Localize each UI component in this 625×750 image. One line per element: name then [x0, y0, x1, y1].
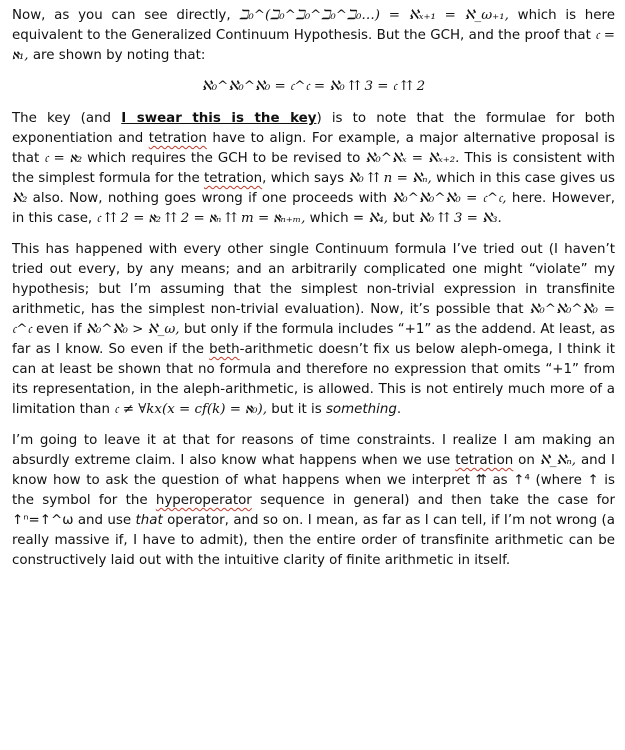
text: which =: [309, 211, 365, 226]
math-inline: 𝔠 = ℵ₁,: [12, 28, 615, 63]
spellcheck-word: tetration: [204, 171, 263, 186]
text: I’m going to leave it at that for reasons of time constraints. I realize I am making an absurdly extreme claim. I also know what happens when we use: [12, 433, 615, 468]
text: have to align. For example, a major alternative proposal is that: [12, 131, 615, 166]
math-inline: ℵ₀^ℵ₀^ℵ₀ = 𝔠^𝔠,: [392, 191, 507, 206]
text: here. However, in this case,: [12, 191, 615, 226]
math-inline: ℵ₀^ℵ₀ > ℵ_ω,: [85, 322, 180, 337]
math-inline: 𝔠 = ℵ₂: [44, 151, 83, 166]
text: but only if the formula includes “+1” as the addend. At least, as far as I know. So even if the: [12, 322, 615, 357]
text: but: [392, 211, 415, 226]
emphasis-underlined: I swear this is the key: [121, 111, 317, 126]
text: which in this case gives us: [436, 171, 615, 186]
text: even if: [35, 322, 82, 337]
paragraph-1: [12, 6, 615, 66]
text: also. Now, nothing goes wrong if one proceeds with: [32, 191, 388, 206]
display-equation: [12, 77, 615, 97]
text: Now, as you can see directly,: [12, 8, 231, 23]
math-inline: ℵ₀ ⇈ 3 = ℵ₃.: [418, 211, 502, 226]
text: which requires the GCH to be revised to: [87, 151, 361, 166]
math-inline: 𝔠 ⇈ 2 = ℵ₂ ⇈ 2 = ℵₙ ⇈ m = ℵₙ₊ₘ,: [96, 211, 306, 226]
emphasis-italic: that: [135, 513, 163, 528]
text: , which says: [262, 171, 345, 186]
math-inline: ℵ₄,: [368, 211, 388, 226]
text: This has happened with every other single Continuum formula I’ve tried out (I haven’t tried out every, by any means; and an arbitrarily complicated one might “violate” my hypothesis; but I’m assuming that the simplest non-trivial expression in transfinite arithmetic, has the simplest non-trivial evaluation). Now, it’s possible that: [12, 242, 615, 317]
math-inline: ℵ₀^ℵ₀^ℵ₀ = 𝔠^𝔠: [12, 302, 615, 337]
math-inline: 𝔠 ≠ ∀kx(x = cf(k) = ℵ₀),: [114, 402, 267, 417]
text: This is consistent with the simplest formula for the: [12, 151, 616, 186]
paragraph-4: [12, 431, 615, 571]
text: which is here equivalent to the Generalized Continuum Hypothesis. But the GCH, and the proof that: [12, 8, 615, 43]
text: and I know how to ask the question of what happens when we interpret ⇈ as ↑⁴ (where ↑ is the symbol for the: [12, 453, 615, 508]
paragraph-2: [12, 109, 615, 229]
text: -arithmetic doesn’t fix us below aleph-omega, I think it can at least be shown that no formula and therefore no expression that omits “+1” from its representation, in the aleph-arithmetic, is allowed. This is not entirely much more of a limitation than: [12, 342, 615, 417]
text: The key (and: [12, 111, 112, 126]
text: on: [518, 453, 535, 468]
math-inline: ℵ_ℵₙ,: [539, 453, 577, 468]
math-display: ℵ₀^ℵ₀^ℵ₀ = 𝔠^𝔠 = ℵ₀ ⇈ 3 = 𝔠 ⇈ 2: [201, 79, 426, 94]
math-inline: ℵ₀ ⇈ n = ℵₙ,: [348, 171, 432, 186]
spellcheck-word: hyperoperator: [155, 493, 252, 508]
text: but it is: [271, 402, 322, 417]
text: .: [396, 402, 402, 417]
math-beth-tower: ℶ₀^(ℶ₀^ℶ₀^ℶ₀^ℶ₀…) = ℵₓ₊₁ = ℵ_ω₊₁,: [239, 8, 509, 23]
text: sequence in general) and then take the case for ↑ⁿ=↑^ω and use: [12, 493, 615, 528]
spellcheck-word: tetration: [148, 131, 207, 146]
text: are shown by noting that:: [32, 48, 206, 63]
math-inline: ℵ₀^ℵₓ = ℵₓ₊₂.: [365, 151, 460, 166]
math-inline: ℵ₂: [12, 191, 28, 206]
text: ) is to note that the formulae for both exponentiation and: [12, 111, 616, 146]
paragraph-3: [12, 240, 615, 420]
spellcheck-word: beth: [209, 342, 240, 357]
spellcheck-word: tetration: [455, 453, 514, 468]
emphasis-italic: something: [325, 402, 397, 417]
text: operator, and so on. I mean, as far as I can tell, if I’m not wrong (a really massive if, I have to admit), then the entire order of transfinite arithmetic can be constructively laid out with the intuitive clarity of finite arithmetic in itself.: [12, 513, 615, 568]
